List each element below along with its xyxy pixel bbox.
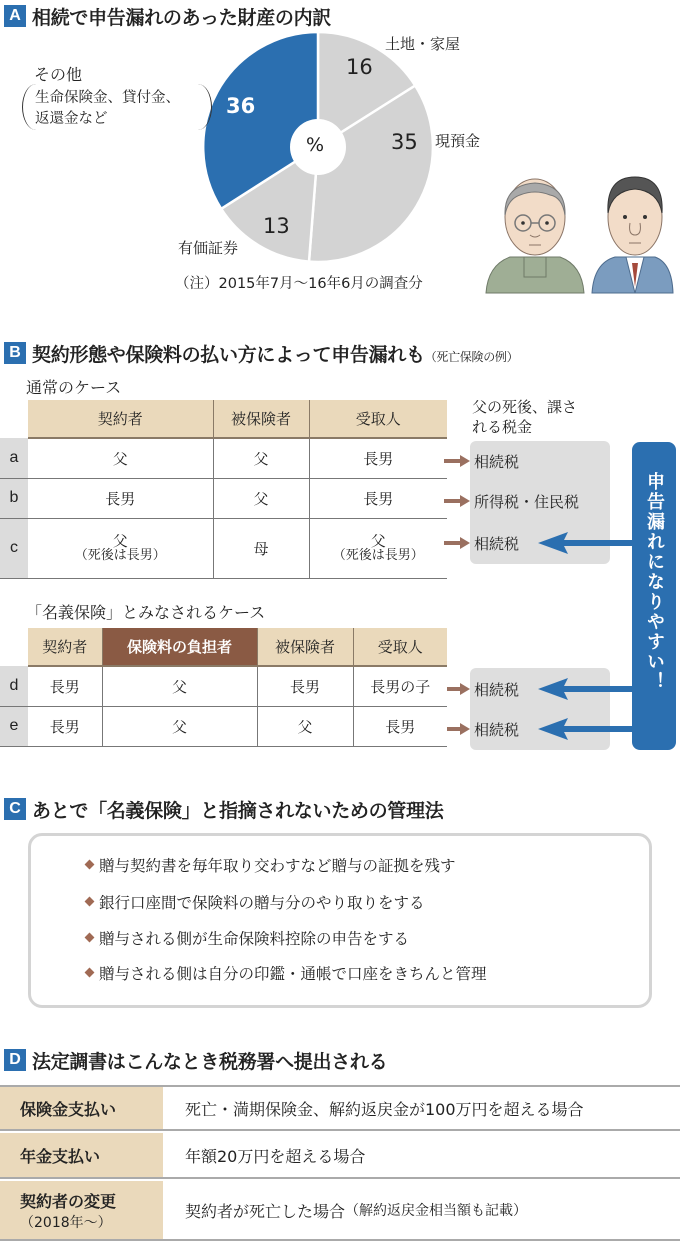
cell-contractor-main: 父 bbox=[112, 531, 128, 550]
section-b-title-main: 契約形態や保険料の払い方によって申告漏れも bbox=[32, 344, 425, 366]
header-insured: 被保険者 bbox=[257, 628, 353, 666]
tax-result-e: 相続税 bbox=[474, 721, 520, 739]
cell-contractor: 長男 bbox=[28, 666, 102, 706]
old-man-illustration bbox=[486, 179, 584, 293]
section-c-title: あとで「名義保険」と指摘されないための管理法 bbox=[32, 800, 444, 822]
nominee-case-table bbox=[0, 628, 447, 747]
tax-header-line-1: 父の死後、課さ bbox=[472, 398, 578, 416]
arrow-left-icon bbox=[538, 678, 634, 700]
cell-insured: 母 bbox=[213, 518, 309, 578]
tip-item: 銀行口座間で保険料の贈与分のやり取りをする bbox=[86, 891, 425, 913]
tip-item: 贈与契約書を毎年取り交わすなど贈与の証拠を残す bbox=[86, 854, 456, 876]
cell-contractor bbox=[28, 518, 213, 578]
row-key-sub: （2018年～） bbox=[20, 1214, 112, 1231]
statutory-report-row bbox=[0, 1181, 680, 1241]
son-illustration bbox=[592, 177, 673, 293]
cell-contractor: 長男 bbox=[28, 478, 213, 518]
row-key: 年金支払い bbox=[0, 1133, 163, 1177]
cell-insured: 長男 bbox=[257, 666, 353, 706]
label-securities: 有価証券 bbox=[178, 239, 239, 257]
pie-value-land: 16 bbox=[346, 55, 373, 79]
pie-center-label: % bbox=[306, 134, 325, 156]
section-a-badge: A bbox=[4, 5, 26, 27]
cell-contractor-sub: （死後は長男） bbox=[74, 548, 166, 564]
row-key: 保険金支払い bbox=[0, 1087, 163, 1129]
tip-item: 贈与される側は自分の印鑑・通帳で口座をきちんと管理 bbox=[86, 962, 487, 984]
section-b-title-note: （死亡保険の例） bbox=[424, 350, 519, 364]
header-recipient: 受取人 bbox=[309, 400, 447, 438]
arrow-right-icon bbox=[444, 723, 470, 735]
section-b-title bbox=[32, 340, 518, 367]
tax-result-d: 相続税 bbox=[474, 681, 520, 699]
cell-insured: 父 bbox=[257, 706, 353, 746]
pie-value-securities: 13 bbox=[263, 214, 290, 238]
header-contractor: 契約者 bbox=[28, 400, 213, 438]
diamond-bullet-icon bbox=[85, 860, 95, 870]
row-label-a: a bbox=[0, 438, 28, 478]
label-other-detail-1: 生命保険金、貸付金、 bbox=[35, 90, 180, 106]
tip-item: 贈与される側が生命保険料控除の申告をする bbox=[86, 927, 409, 949]
header-premium-payer: 保険料の負担者 bbox=[102, 628, 257, 666]
cell-recipient bbox=[309, 518, 447, 578]
arrow-right-icon bbox=[444, 537, 470, 549]
cell-recipient-sub: （死後は長男） bbox=[332, 548, 424, 564]
cell-premium-payer: 父 bbox=[102, 706, 257, 746]
row-value-main: 契約者が死亡した場合 bbox=[185, 1201, 346, 1221]
row-value-note: （解約返戻金相当額も記載） bbox=[345, 1203, 528, 1219]
row-key bbox=[0, 1181, 163, 1239]
arrow-right-icon bbox=[444, 455, 470, 467]
pie-value-other: 36 bbox=[226, 94, 256, 118]
row-value: 死亡・満期保険金、解約返戻金が100万円を超える場合 bbox=[185, 1099, 584, 1119]
cell-contractor: 長男 bbox=[28, 706, 102, 746]
arrow-right-icon bbox=[444, 495, 470, 507]
statutory-report-row bbox=[0, 1087, 680, 1131]
header-recipient: 受取人 bbox=[353, 628, 447, 666]
table-row bbox=[0, 706, 447, 746]
cell-recipient-main: 父 bbox=[370, 531, 386, 550]
warning-text: 申告漏れになりやすい！ bbox=[644, 472, 665, 692]
row-label-b: b bbox=[0, 478, 28, 518]
arrow-right-icon bbox=[444, 683, 470, 695]
arrow-left-icon bbox=[538, 532, 634, 554]
cell-recipient: 長男 bbox=[309, 438, 447, 478]
table-row bbox=[0, 666, 447, 706]
section-d-title: 法定調書はこんなとき税務署へ提出される bbox=[32, 1051, 388, 1073]
section-d-badge: D bbox=[4, 1049, 26, 1071]
pie-value-cash: 35 bbox=[391, 130, 418, 154]
section-a-title: 相続で申告漏れのあった財産の内訳 bbox=[32, 7, 332, 29]
diamond-bullet-icon bbox=[85, 933, 95, 943]
row-value: 年額20万円を超える場合 bbox=[185, 1146, 366, 1166]
tax-column-header bbox=[472, 397, 577, 437]
header-insured: 被保険者 bbox=[213, 400, 309, 438]
cell-insured: 父 bbox=[213, 478, 309, 518]
normal-case-table bbox=[0, 400, 447, 579]
row-key-main: 契約者の変更 bbox=[20, 1191, 117, 1211]
table-row bbox=[0, 438, 447, 478]
label-land: 土地・家屋 bbox=[385, 35, 461, 53]
row-label-d: d bbox=[0, 666, 28, 706]
warning-pill bbox=[632, 442, 676, 750]
cell-recipient: 長男の子 bbox=[353, 666, 447, 706]
cell-contractor: 父 bbox=[28, 438, 213, 478]
table-row bbox=[0, 518, 447, 578]
tax-result-b: 所得税・住民税 bbox=[474, 493, 580, 511]
normal-case-heading: 通常のケース bbox=[26, 378, 122, 397]
tax-result-c: 相続税 bbox=[474, 535, 520, 553]
diamond-bullet-icon bbox=[85, 897, 95, 907]
normal-case-header-row bbox=[0, 400, 447, 438]
tax-header-line-2: れる税金 bbox=[472, 418, 533, 436]
cell-recipient: 長男 bbox=[353, 706, 447, 746]
label-other: その他 bbox=[34, 65, 83, 84]
illustration-father-and-son bbox=[480, 165, 675, 295]
row-label-c: c bbox=[0, 518, 28, 578]
header-contractor: 契約者 bbox=[28, 628, 102, 666]
cell-recipient: 長男 bbox=[309, 478, 447, 518]
statutory-report-row bbox=[0, 1133, 680, 1179]
section-c-badge: C bbox=[4, 798, 26, 820]
table-row bbox=[0, 478, 447, 518]
cell-insured: 父 bbox=[213, 438, 309, 478]
cell-premium-payer: 父 bbox=[102, 666, 257, 706]
section-b-badge: B bbox=[4, 342, 26, 364]
chart-note: （注）2015年7月～16年6月の調査分 bbox=[175, 276, 423, 292]
label-cash: 現預金 bbox=[435, 132, 481, 150]
nominee-case-heading: 「名義保険」とみなされるケース bbox=[26, 603, 266, 622]
diamond-bullet-icon bbox=[85, 968, 95, 978]
tax-result-a: 相続税 bbox=[474, 453, 520, 471]
row-value bbox=[185, 1181, 527, 1239]
row-label-e: e bbox=[0, 706, 28, 746]
arrow-left-icon bbox=[538, 718, 634, 740]
label-other-detail-2: 返還金など bbox=[35, 111, 108, 127]
nominee-case-header-row bbox=[0, 628, 447, 666]
